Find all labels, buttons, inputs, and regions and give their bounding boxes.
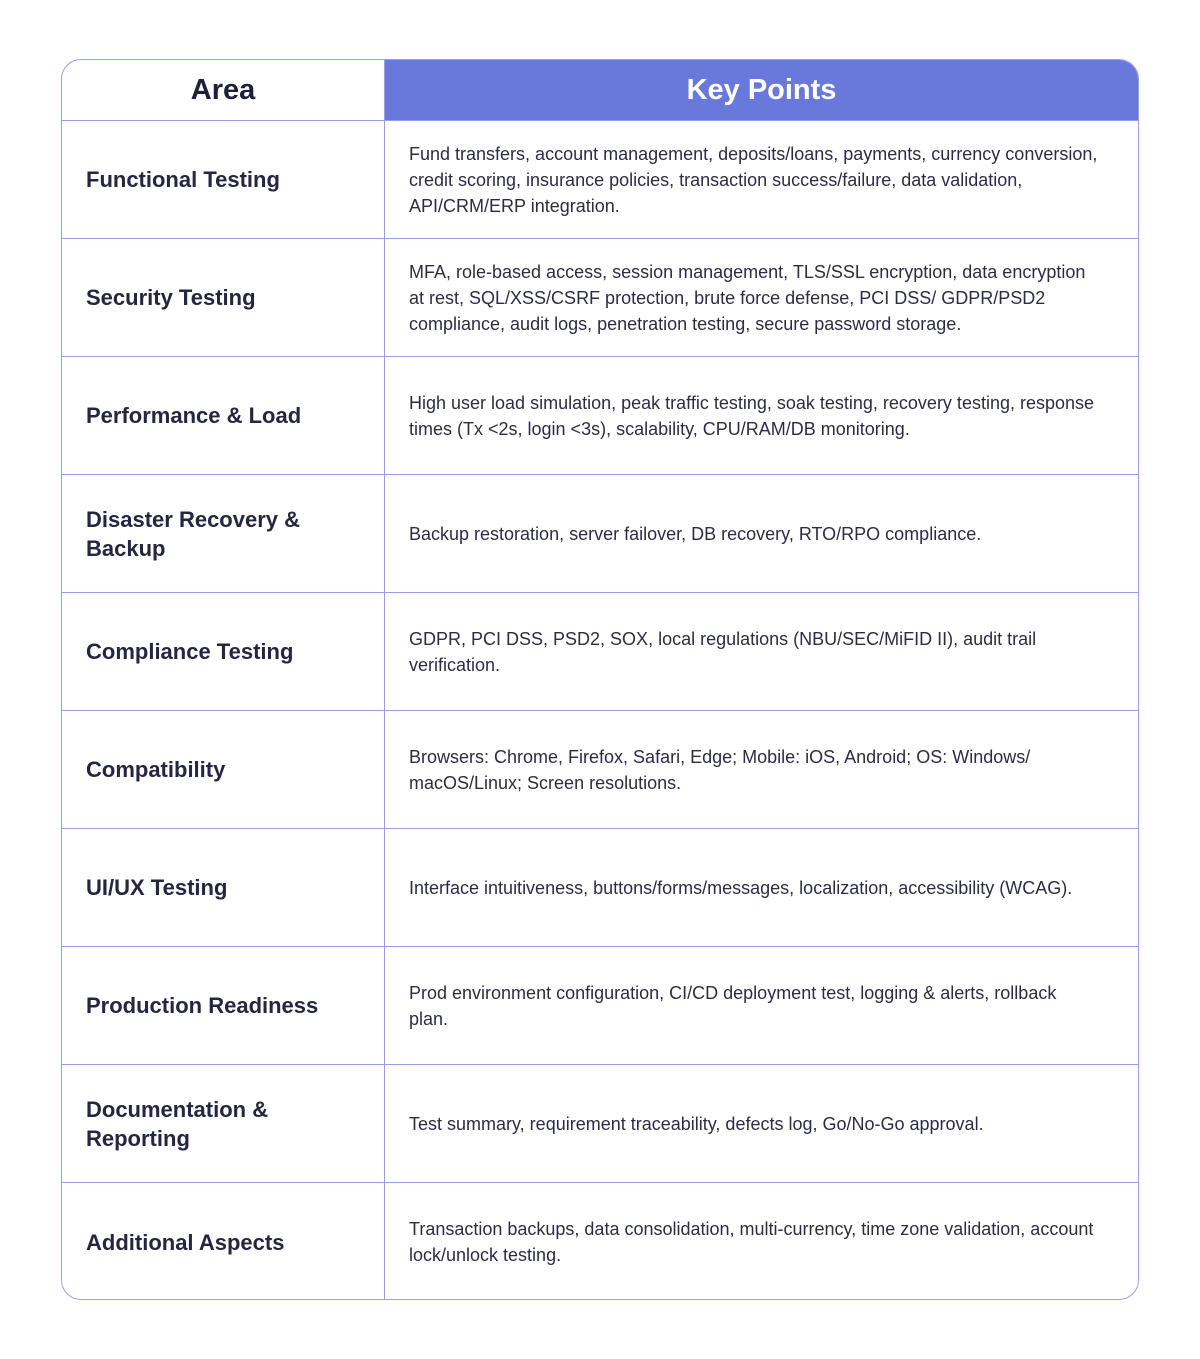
table-row — [62, 947, 1138, 1065]
row-area-label: Functional Testing — [62, 121, 385, 238]
table-row — [62, 593, 1138, 711]
table-header — [62, 60, 1138, 121]
row-key-points: Backup restoration, server failover, DB recovery, RTO/RPO compliance. — [409, 523, 982, 544]
row-key-points: GDPR, PCI DSS, PSD2, SOX, local regulations (NBU/SEC/MiFID II), audit trail verification. — [409, 628, 1037, 675]
row-key-points: Test summary, requirement traceability, defects log, Go/No-Go approval. — [409, 1113, 984, 1134]
header-area: Area — [62, 60, 385, 120]
row-key-points: Interface intuitiveness, buttons/forms/messages, localization, accessibility (WCAG). — [409, 877, 1073, 898]
row-key-points: Fund transfers, account management, deposits/loans, payments, currency conversion, credit scoring, insurance policies, transaction success/failure, data validation, API/CRM/ERP integration. — [409, 143, 1098, 216]
row-key-points: MFA, role-based access, session management, TLS/SSL encryption, data encryption at rest, SQL/XSS/CSRF protection, brute force defense, PCI DSS/ GDPR/PSD2 compliance, audit logs, penetration testing, secure password storage. — [409, 261, 1086, 334]
table-row — [62, 357, 1138, 475]
header-key-points: Key Points — [385, 60, 1138, 120]
table-row — [62, 1183, 1138, 1300]
row-area-label: UI/UX Testing — [62, 829, 385, 946]
table-row — [62, 711, 1138, 829]
row-area-label: Security Testing — [62, 239, 385, 356]
testing-areas-table — [61, 59, 1139, 1300]
row-area-label: Compatibility — [62, 711, 385, 828]
table-row — [62, 1065, 1138, 1183]
row-key-points: Browsers: Chrome, Firefox, Safari, Edge; Mobile: iOS, Android; OS: Windows/ macOS/Linux; Screen resolutions. — [409, 746, 1031, 793]
table-row — [62, 475, 1138, 593]
row-area-label: Production Readiness — [62, 947, 385, 1064]
row-area-label: Compliance Testing — [62, 593, 385, 710]
row-area-label: Additional Aspects — [62, 1183, 385, 1300]
table-row — [62, 829, 1138, 947]
table-row — [62, 239, 1138, 357]
row-key-points: High user load simulation, peak traffic testing, soak testing, recovery testing, response times (Tx <2s, login <3s), scalability, CPU/RAM/DB monitoring. — [409, 392, 1095, 439]
row-area-label: Documentation & Reporting — [62, 1065, 385, 1182]
row-key-points: Prod environment configuration, CI/CD deployment test, logging & alerts, rollback plan. — [409, 982, 1057, 1029]
row-area-label: Performance & Load — [62, 357, 385, 474]
row-area-label: Disaster Recovery & Backup — [62, 475, 385, 592]
table-row — [62, 121, 1138, 239]
row-key-points: Transaction backups, data consolidation, multi-currency, time zone validation, account lock/unlock testing. — [409, 1219, 1094, 1265]
